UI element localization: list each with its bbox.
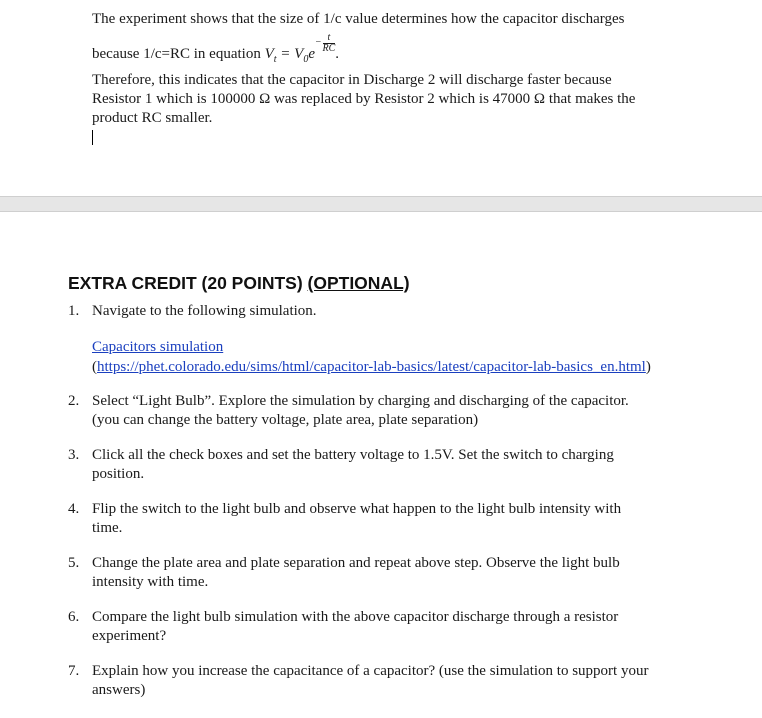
simulation-url-link[interactable]: https://phet.colorado.edu/sims/html/capacitor-lab-basics/latest/capacitor-lab-basics_en.html <box>97 359 646 375</box>
list-number: 6. <box>68 609 80 625</box>
list-item: Select “Light Bulb”. Explore the simulation by charging and discharging of the capacitor. <box>92 393 629 409</box>
paragraph-line: The experiment shows that the size of 1/c value determines how the capacitor discharges <box>92 11 625 27</box>
extra-credit-heading: EXTRA CREDIT (20 POINTS) (OPTIONAL) <box>68 273 410 293</box>
paragraph-line: Resistor 1 which is 100000 Ω was replaced by Resistor 2 which is 47000 Ω that makes the <box>92 91 636 107</box>
paragraph-line-equation <box>92 33 339 69</box>
list-item-continued: intensity with time. <box>92 574 209 590</box>
list-number: 1. <box>68 303 80 319</box>
discharge-equation: $V_t = V_0e$ − t RC . <box>264 32 340 65</box>
equation-prefix: because 1/c=RC in equation <box>92 46 261 62</box>
list-item: Click all the check boxes and set the battery voltage to 1.5V. Set the switch to charging <box>92 447 614 463</box>
list-item-continued: (you can change the battery voltage, plate area, plate separation) <box>92 412 479 428</box>
list-item-continued: position. <box>92 466 145 482</box>
paragraph-line: Therefore, this indicates that the capacitor in Discharge 2 will discharge faster because <box>92 72 612 88</box>
list-item: Compare the light bulb simulation with the above capacitor discharge through a resistor <box>92 609 619 625</box>
simulation-url-line: (https://phet.colorado.edu/sims/html/capacitor-lab-basics/latest/capacitor-lab-basics_en.html) <box>92 359 651 375</box>
list-number: 5. <box>68 555 80 571</box>
list-number: 3. <box>68 447 80 463</box>
equation-exponent: − t RC <box>315 32 336 54</box>
list-item-continued: experiment? <box>92 628 167 644</box>
paragraph-line: product RC smaller. <box>92 110 213 126</box>
page-break <box>0 196 762 212</box>
list-item: Navigate to the following simulation. <box>92 303 317 319</box>
list-number: 4. <box>68 501 80 517</box>
list-number: 7. <box>68 663 80 679</box>
text-cursor <box>92 130 93 145</box>
list-item: Change the plate area and plate separation and repeat above step. Observe the light bulb <box>92 555 620 571</box>
list-number: 2. <box>68 393 80 409</box>
list-item: Explain how you increase the capacitance of a capacitor? (use the simulation to support your <box>92 663 649 679</box>
list-item: Flip the switch to the light bulb and observe what happen to the light bulb intensity with <box>92 501 622 517</box>
simulation-link-title[interactable]: Capacitors simulation <box>92 339 224 355</box>
list-item-continued: time. <box>92 520 123 536</box>
list-item-continued: answers) <box>92 682 146 698</box>
